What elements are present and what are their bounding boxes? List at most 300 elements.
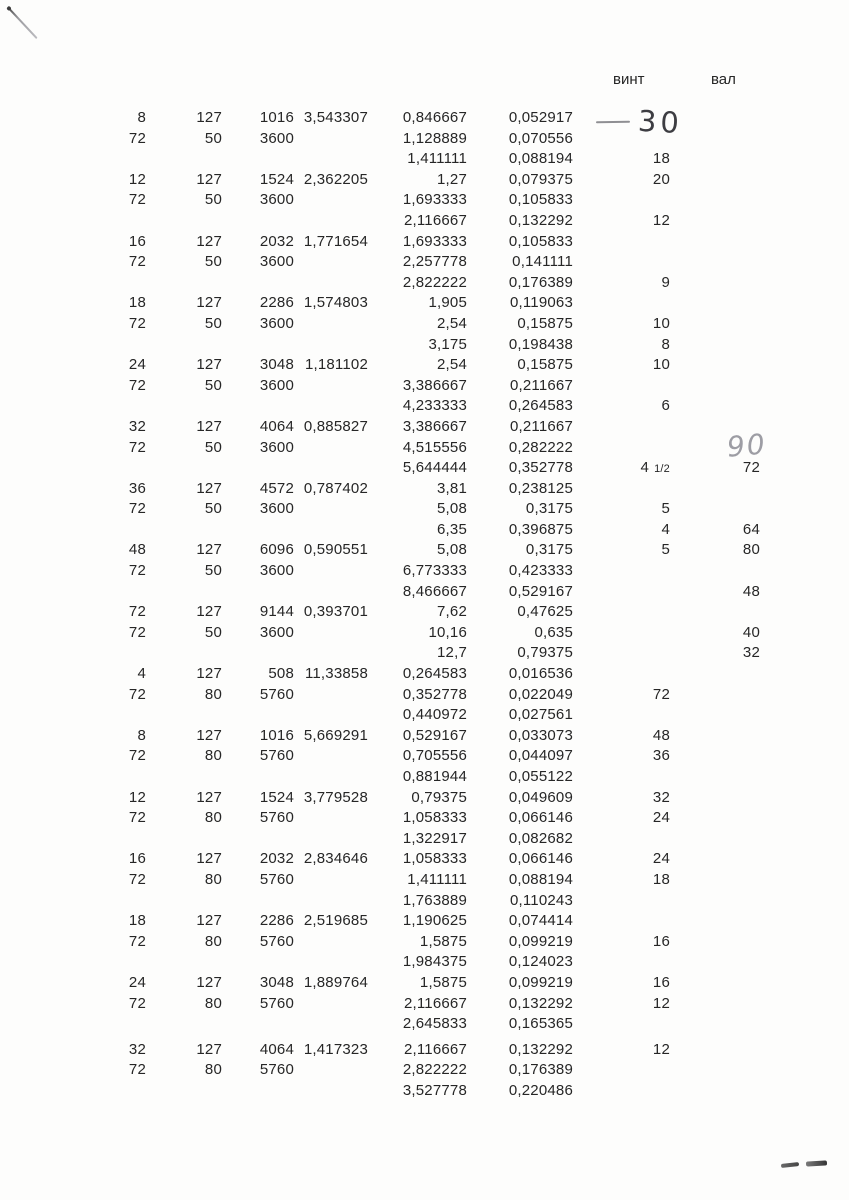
cell — [573, 376, 670, 397]
cell: 2,822222 — [402, 273, 467, 291]
cell: 3600 — [259, 314, 294, 332]
cell: 0,099219 — [508, 932, 573, 950]
cell: 12 — [128, 788, 146, 806]
cell — [294, 623, 368, 644]
cell: 72 — [128, 500, 146, 518]
cell: 6096 — [259, 541, 294, 559]
cell: 0,787402 — [303, 479, 368, 497]
cell: 0,211667 — [509, 417, 573, 435]
cell: 5 — [661, 541, 670, 559]
cell: 127 — [196, 417, 222, 435]
cell: 1,771654 — [303, 232, 368, 250]
cell: 0,529167 — [508, 582, 573, 600]
cell — [670, 602, 760, 623]
cell: 3,386667 — [402, 417, 467, 435]
cell — [222, 273, 294, 294]
cell — [573, 190, 670, 211]
table-row — [54, 376, 760, 397]
cell — [573, 561, 670, 582]
cell — [294, 396, 368, 417]
cell — [670, 1014, 760, 1035]
cell: 5760 — [259, 994, 294, 1012]
cell: 1,763889 — [402, 891, 467, 909]
cell: 80 — [742, 541, 760, 559]
cell: 16 — [652, 932, 670, 950]
cell — [670, 211, 760, 232]
cell: 1,5875 — [419, 973, 467, 991]
cell — [222, 582, 294, 603]
cell: 3048 — [259, 356, 294, 374]
table-row — [54, 252, 760, 273]
cell — [294, 458, 368, 480]
cell: 1524 — [259, 788, 294, 806]
cell: 80 — [204, 809, 222, 827]
table-row — [54, 932, 760, 953]
table-row — [54, 849, 760, 870]
cell: 72 — [128, 1061, 146, 1079]
cell: 0,165365 — [508, 1015, 573, 1033]
table-row — [54, 705, 760, 726]
cell — [670, 170, 760, 191]
cell — [222, 396, 294, 417]
table-row — [54, 994, 760, 1015]
cell — [146, 1014, 222, 1035]
cell — [54, 829, 146, 850]
cell: 80 — [204, 1061, 222, 1079]
cell: 4 — [137, 665, 146, 683]
table-row — [54, 417, 760, 438]
cell: 0,264583 — [402, 665, 467, 683]
cell: 2032 — [259, 232, 294, 250]
cell: 0,211667 — [509, 376, 573, 394]
cell — [146, 952, 222, 973]
cell — [670, 932, 760, 953]
cell: 40 — [742, 623, 760, 641]
table-row — [54, 1081, 760, 1102]
cell — [146, 643, 222, 664]
cell — [294, 273, 368, 294]
cell: 0,352778 — [402, 685, 467, 703]
cell: 5 — [661, 500, 670, 518]
cell: 72 — [128, 747, 146, 765]
cell — [294, 1014, 368, 1035]
cell — [573, 767, 670, 788]
cell — [573, 623, 670, 644]
cell: 1,693333 — [402, 232, 467, 250]
table-row — [54, 335, 760, 356]
cell: 72 — [128, 809, 146, 827]
cell: 0,044097 — [508, 747, 573, 765]
cell: 16 — [652, 973, 670, 991]
cell — [146, 335, 222, 356]
cell — [670, 685, 760, 706]
cell — [222, 705, 294, 726]
cell — [573, 664, 670, 685]
table-row — [54, 664, 760, 685]
cell: 127 — [196, 973, 222, 991]
cell — [670, 396, 760, 417]
cell: 127 — [196, 356, 222, 374]
cell — [670, 994, 760, 1015]
cell: 24 — [128, 356, 146, 374]
cell: 1,128889 — [402, 129, 467, 147]
cell: 0,352778 — [508, 459, 573, 477]
table-row — [54, 211, 760, 232]
table-row — [54, 891, 760, 912]
ink-smudge-left — [781, 1162, 799, 1168]
cell: 3,543307 — [303, 109, 368, 126]
cell: 72 — [128, 129, 146, 147]
cell — [573, 293, 670, 314]
column-header-vint: винт — [613, 71, 645, 88]
cell — [573, 705, 670, 726]
cell: 0,3175 — [525, 541, 573, 559]
cell: 0,066146 — [508, 850, 573, 868]
cell: 0,396875 — [508, 520, 573, 538]
cell: 1,693333 — [402, 191, 467, 209]
cell — [294, 932, 368, 953]
cell: 4,515556 — [402, 438, 467, 456]
cell: 0,47625 — [517, 603, 573, 621]
cell: 0,220486 — [508, 1081, 573, 1099]
cell — [54, 891, 146, 912]
cell: 5,08 — [437, 500, 467, 518]
cell: 127 — [196, 726, 222, 744]
table-row — [54, 438, 760, 459]
cell — [573, 252, 670, 273]
cell — [670, 355, 760, 376]
cell: 4572 — [259, 479, 294, 497]
table-row — [54, 808, 760, 829]
cell — [670, 870, 760, 891]
cell: 5,644444 — [402, 459, 467, 477]
cell: 3,81 — [437, 479, 467, 497]
table-row — [54, 314, 760, 335]
cell: 1,905 — [428, 294, 467, 312]
table-row — [54, 396, 760, 417]
cell: 0,088194 — [508, 150, 573, 168]
cell — [670, 705, 760, 726]
cell: 0,423333 — [508, 562, 573, 580]
cell: 2,116667 — [403, 211, 467, 229]
cell: 72 — [742, 459, 760, 477]
cell — [222, 1081, 294, 1102]
cell: 127 — [196, 109, 222, 126]
cell: 2,362205 — [303, 170, 368, 188]
cell — [146, 1081, 222, 1102]
cell: 3600 — [259, 623, 294, 641]
cell — [146, 891, 222, 912]
cell — [670, 149, 760, 170]
cell: 5760 — [259, 870, 294, 888]
cell: 127 — [196, 232, 222, 250]
cell: 1,058333 — [402, 809, 467, 827]
table-row — [54, 108, 760, 129]
cell — [146, 829, 222, 850]
cell: 2,519685 — [303, 912, 368, 930]
cell — [573, 602, 670, 623]
cell: 0,110243 — [509, 891, 573, 909]
cell: 127 — [196, 294, 222, 312]
cell: 32 — [128, 1040, 146, 1058]
cell: 12 — [652, 994, 670, 1012]
cell: 0,635 — [534, 623, 573, 641]
cell: 1,411111 — [407, 150, 467, 168]
cell — [573, 1060, 670, 1081]
cell: 0,529167 — [402, 726, 467, 744]
cell — [670, 767, 760, 788]
cell: 3,527778 — [402, 1081, 467, 1099]
cell: 2,116667 — [403, 1040, 467, 1058]
cell — [670, 911, 760, 932]
cell: 127 — [196, 788, 222, 806]
cell: 1,322917 — [402, 829, 467, 847]
cell: 127 — [196, 541, 222, 559]
cell — [294, 1060, 368, 1081]
cell: 1,5875 — [419, 932, 467, 950]
cell — [222, 643, 294, 664]
cell: 2,257778 — [402, 253, 467, 271]
cell — [294, 252, 368, 273]
cell — [670, 726, 760, 747]
cell: 0,132292 — [508, 994, 573, 1012]
table-row — [54, 829, 760, 850]
cell — [670, 232, 760, 253]
cell: 72 — [128, 253, 146, 271]
table-row — [54, 540, 760, 561]
cell: 72 — [128, 603, 146, 621]
cell: 80 — [204, 932, 222, 950]
cell: 3,175 — [428, 335, 467, 353]
cell — [294, 891, 368, 912]
cell — [222, 829, 294, 850]
cell — [54, 273, 146, 294]
cell: 32 — [128, 417, 146, 435]
cell: 36 — [128, 479, 146, 497]
cell — [294, 870, 368, 891]
cell: 0,082682 — [508, 829, 573, 847]
cell: 50 — [204, 253, 222, 271]
cell: 0,198438 — [508, 335, 573, 353]
cell: 3600 — [259, 562, 294, 580]
table-row — [54, 149, 760, 170]
cell — [670, 417, 760, 438]
cell — [670, 1060, 760, 1081]
cell: 32 — [652, 788, 670, 806]
cell: 1,27 — [437, 170, 467, 188]
cell: 3048 — [259, 973, 294, 991]
cell — [670, 808, 760, 829]
cell: 0,238125 — [508, 479, 573, 497]
cell: 0,099219 — [508, 973, 573, 991]
cell: 0,066146 — [508, 809, 573, 827]
cell — [146, 705, 222, 726]
cell: 2,822222 — [402, 1061, 467, 1079]
cell — [54, 582, 146, 603]
cell: 0,3175 — [525, 500, 573, 518]
cell: 24 — [652, 850, 670, 868]
cell: 0,052917 — [508, 109, 573, 126]
cell: 2286 — [259, 912, 294, 930]
cell — [294, 746, 368, 767]
cell: 3,779528 — [303, 788, 368, 806]
cell: 0,132292 — [508, 1040, 573, 1058]
cell — [222, 891, 294, 912]
cell: 20 — [652, 170, 670, 188]
cell: 50 — [204, 129, 222, 147]
table-row — [54, 520, 760, 541]
cell: 48 — [742, 582, 760, 600]
table-row — [54, 952, 760, 973]
cell — [294, 520, 368, 541]
cell: 1016 — [259, 726, 294, 744]
table-row — [54, 726, 760, 747]
table-row — [54, 232, 760, 253]
cell: 2,645833 — [402, 1015, 467, 1033]
table-row — [54, 870, 760, 891]
cell — [146, 767, 222, 788]
cell — [294, 829, 368, 850]
table-row — [54, 561, 760, 582]
cell: 0,070556 — [508, 129, 573, 147]
cell — [670, 1040, 760, 1061]
table-row — [54, 499, 760, 520]
cell — [54, 952, 146, 973]
cell — [670, 829, 760, 850]
cell — [573, 891, 670, 912]
column-header-val: вал — [711, 71, 736, 88]
cell: 72 — [128, 314, 146, 332]
cell — [54, 458, 146, 480]
cell — [222, 458, 294, 480]
cell: 50 — [204, 438, 222, 456]
cell: 5760 — [259, 685, 294, 703]
cell: 2,54 — [437, 356, 467, 374]
cell — [670, 252, 760, 273]
table-row — [54, 746, 760, 767]
cell — [54, 1014, 146, 1035]
cell: 50 — [204, 314, 222, 332]
cell — [670, 952, 760, 973]
cell — [670, 746, 760, 767]
cell: 127 — [196, 850, 222, 868]
cell: 3600 — [259, 438, 294, 456]
cell: 72 — [128, 685, 146, 703]
cell: 0,022049 — [508, 685, 573, 703]
cell — [573, 232, 670, 253]
table-row — [54, 788, 760, 809]
table-row — [54, 190, 760, 211]
table-row — [54, 582, 760, 603]
cell: 0,119063 — [509, 294, 573, 312]
cell: 127 — [196, 603, 222, 621]
cell: 16 — [128, 232, 146, 250]
cell — [573, 643, 670, 664]
cell: 12 — [652, 211, 670, 229]
cell — [670, 891, 760, 912]
cell: 10,16 — [428, 623, 467, 641]
cell: 32 — [742, 644, 760, 662]
cell: 1,574803 — [303, 294, 368, 312]
cell — [54, 643, 146, 664]
cell: 18 — [652, 150, 670, 168]
cell — [146, 273, 222, 294]
cell — [146, 396, 222, 417]
cell: 50 — [204, 191, 222, 209]
handwritten-annotation-90: 90 — [725, 427, 769, 464]
cell: 2,116667 — [403, 994, 467, 1012]
cell: 3600 — [259, 191, 294, 209]
table-row — [54, 623, 760, 644]
cell — [54, 149, 146, 170]
cell: 0,846667 — [402, 109, 467, 126]
cell: 0,105833 — [508, 191, 573, 209]
cell: 0,079375 — [508, 170, 573, 188]
cell: 3,386667 — [402, 376, 467, 394]
cell: 4064 — [259, 1040, 294, 1058]
cell: 0,141111 — [512, 253, 573, 271]
cell — [222, 520, 294, 541]
cell — [670, 1081, 760, 1102]
cell — [573, 108, 670, 129]
cell: 0,055122 — [508, 768, 573, 785]
cell: 4064 — [259, 417, 294, 435]
cell — [294, 211, 368, 232]
cell: 72 — [128, 376, 146, 394]
cell: 6,773333 — [402, 562, 467, 580]
cell — [294, 952, 368, 973]
cell: 0,074414 — [508, 912, 573, 930]
cell — [146, 520, 222, 541]
cell — [573, 952, 670, 973]
table-row — [54, 685, 760, 706]
cell — [670, 293, 760, 314]
cell: 64 — [742, 520, 760, 538]
cell: 2,834646 — [303, 850, 368, 868]
cell: 1,417323 — [303, 1040, 368, 1058]
cell: 18 — [128, 294, 146, 312]
cell — [294, 314, 368, 335]
cell: 80 — [204, 747, 222, 765]
cell: 0,049609 — [508, 788, 573, 806]
table-row — [54, 293, 760, 314]
cell: 72 — [128, 932, 146, 950]
cell — [146, 211, 222, 232]
cell — [294, 499, 368, 520]
cell: 72 — [128, 870, 146, 888]
cell: 50 — [204, 376, 222, 394]
cell: 8 — [137, 726, 146, 744]
cell: 0,79375 — [517, 644, 573, 662]
cell — [670, 849, 760, 870]
cell: 0,590551 — [303, 541, 368, 559]
cell — [670, 190, 760, 211]
cell: 0,132292 — [508, 211, 573, 229]
cell: 3600 — [259, 500, 294, 518]
cell: 1016 — [259, 109, 294, 126]
cell — [573, 1014, 670, 1035]
cell: 80 — [204, 870, 222, 888]
cell: 16 — [128, 850, 146, 868]
cell: 10 — [652, 356, 670, 374]
cell — [573, 582, 670, 603]
cell: 1,181102 — [304, 356, 368, 374]
cell: 10 — [652, 314, 670, 332]
table-row — [54, 973, 760, 994]
cell: 5760 — [259, 809, 294, 827]
cell: 0,393701 — [303, 603, 368, 621]
cell — [573, 438, 670, 459]
